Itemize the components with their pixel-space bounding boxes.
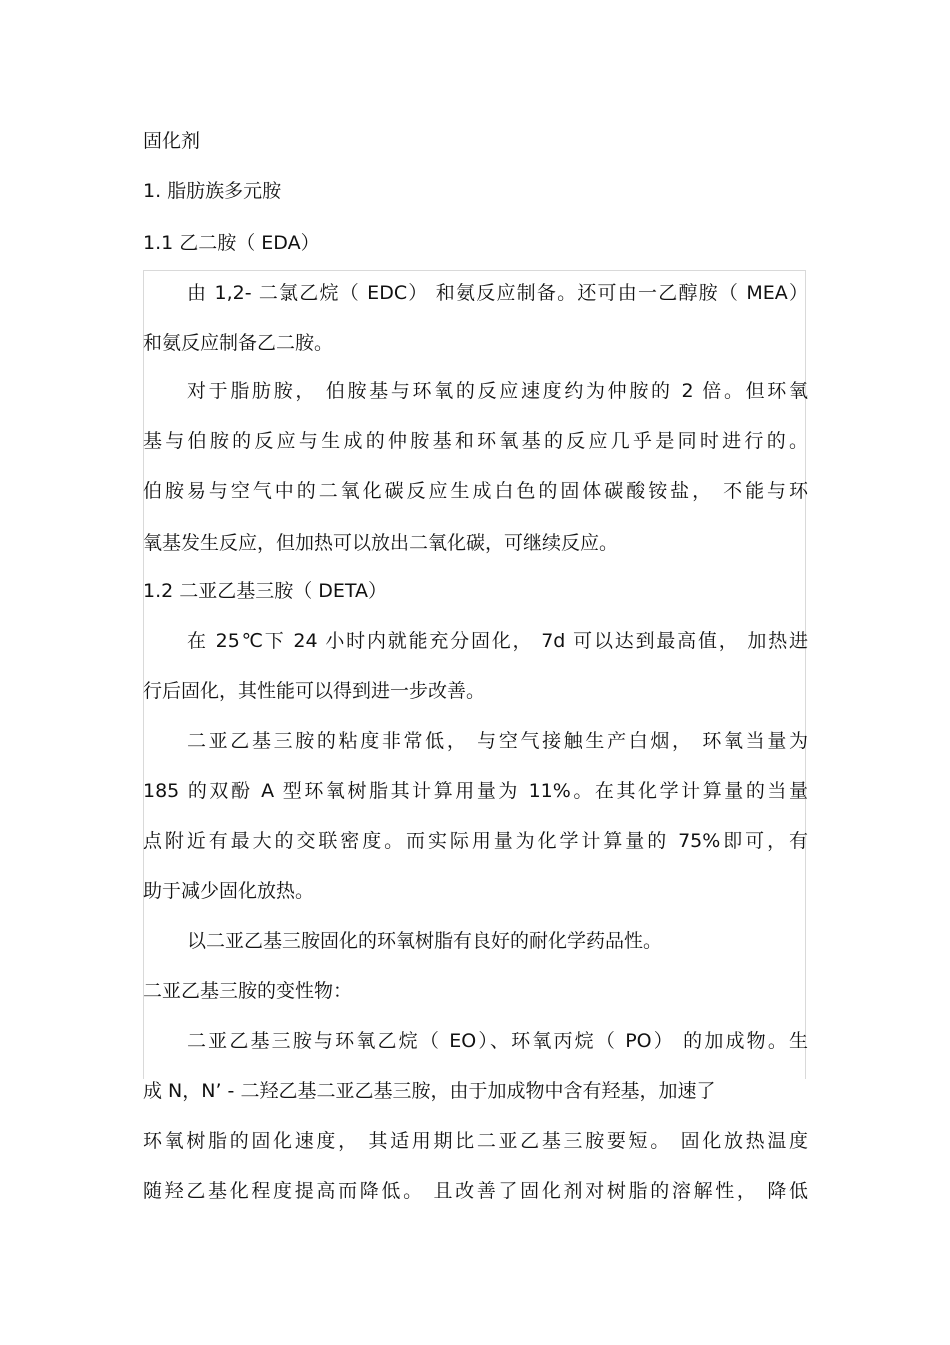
paragraph-line: 点附近有最大的交联密度。而实际用量为化学计算量的 75%即可，有 — [143, 830, 808, 852]
paragraph-line: 环氧树脂的固化速度， 其适用期比二亚乙基三胺要短。 固化放热温度 — [143, 1130, 808, 1152]
section-heading: 1.1 乙二胺（ EDA） — [143, 232, 320, 254]
paragraph-line: 二亚乙基三胺的粘度非常低， 与空气接触生产白烟， 环氧当量为 — [187, 730, 808, 752]
paragraph-line: 氧基发生反应，但加热可以放出二氧化碳，可继续反应。 — [143, 532, 619, 554]
paragraph-line: 对于脂肪胺， 伯胺基与环氧的反应速度约为仲胺的 2 倍。但环氧 — [187, 380, 808, 402]
paragraph-line: 随羟乙基化程度提高而降低。 且改善了固化剂对树脂的溶解性， 降低 — [143, 1180, 808, 1202]
paragraph-line: 由 1,2- 二氯乙烷（ EDC） 和氨反应制备。还可由一乙醇胺（ MEA） — [187, 282, 808, 304]
paragraph-line: 185 的双酚 A 型环氧树脂其计算用量为 11%。在其化学计算量的当量 — [143, 780, 808, 802]
page-title: 固化剂 — [143, 130, 201, 152]
paragraph-line: 成 N，N’ - 二羟乙基二亚乙基三胺，由于加成物中含有羟基，加速了 — [143, 1080, 716, 1102]
paragraph-line: 以二亚乙基三胺固化的环氧树脂有良好的耐化学药品性。 — [187, 930, 663, 952]
paragraph-line: 伯胺易与空气中的二氧化碳反应生成白色的固体碳酸铵盐， 不能与环 — [143, 480, 808, 502]
paragraph-line: 和氨反应制备乙二胺。 — [143, 332, 334, 354]
section-heading: 1.2 二亚乙基三胺（ DETA） — [143, 580, 388, 602]
paragraph-line: 助于减少固化放热。 — [143, 880, 315, 902]
paragraph-line: 基与伯胺的反应与生成的仲胺基和环氧基的反应几乎是同时进行的。 — [143, 430, 808, 452]
paragraph-line: 在 25℃下 24 小时内就能充分固化， 7d 可以达到最高值， 加热进 — [187, 630, 808, 652]
section-heading: 1. 脂肪族多元胺 — [143, 180, 282, 202]
paragraph-line: 二亚乙基三胺的变性物： — [143, 980, 353, 1002]
paragraph-line: 二亚乙基三胺与环氧乙烷（ EO）、环氧丙烷（ PO） 的加成物。生 — [187, 1030, 808, 1052]
paragraph-line: 行后固化，其性能可以得到进一步改善。 — [143, 680, 486, 702]
